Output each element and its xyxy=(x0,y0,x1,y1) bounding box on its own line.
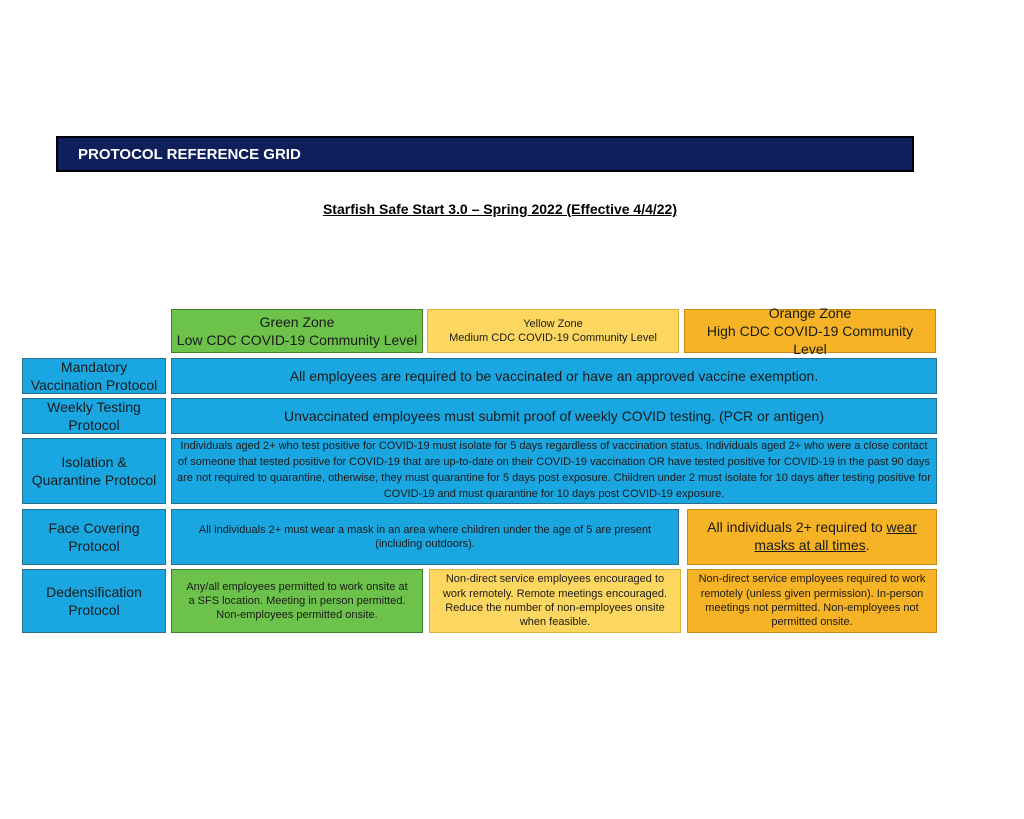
orange-zone-header xyxy=(684,304,936,358)
green-zone-name: Green Zone xyxy=(259,313,335,330)
orange-zone-name: Orange Zone xyxy=(768,304,852,321)
dedensification-green-text: Any/all employees permitted to work onsite at a SFS location. Meeting in person permitted. Non-employees permitted onsite. xyxy=(171,569,423,633)
vaccination-row-text: All employees are required to be vaccinated or have an approved vaccine exemption. xyxy=(171,358,937,394)
face-covering-orange-text-end: . xyxy=(865,537,870,554)
page-subtitle: Starfish Safe Start 3.0 – Spring 2022 (Effective 4/4/22) xyxy=(322,201,678,217)
protocol-banner xyxy=(56,136,914,172)
orange-zone-level: High CDC COVID-19 Community Level xyxy=(706,322,914,358)
banner-title: PROTOCOL REFERENCE GRID xyxy=(78,146,301,163)
isolation-row-label: Isolation & Quarantine Protocol xyxy=(22,438,166,504)
yellow-zone-level: Medium CDC COVID-19 Community Level xyxy=(449,332,657,344)
dedensification-orange-text: Non-direct service employees required to work remotely (unless given permission). In-person meetings not permitted. Non-employees not permitted onsite. xyxy=(687,569,937,633)
testing-row-label: Weekly Testing Protocol xyxy=(22,398,166,434)
green-zone-level: Low CDC COVID-19 Community Level xyxy=(176,332,418,348)
green-zone-header xyxy=(171,309,423,353)
yellow-zone-header xyxy=(427,309,679,353)
dedensification-yellow-text: Non-direct service employees encouraged to work remotely. Remote meetings encouraged. Reduce the number of non-employees onsite when feasible. xyxy=(429,569,681,633)
testing-row-text: Unvaccinated employees must submit proof of weekly COVID testing. (PCR or antigen) xyxy=(171,398,937,434)
face-covering-orange-text-underlined: wear masks at all times xyxy=(754,519,917,554)
isolation-row-text: Individuals aged 2+ who test positive for COVID-19 must isolate for 5 days regardless of vaccination status. Individuals aged 2+ who were a close contact of someone that tested positive for COVID-19 that are up-to-date on their COVID-19 vaccination OR have tested positive for COVID-19 in the past 90 days are not required to quarantine, otherwise, they must quarantine for 5 days post exposure. Children under 2 must isolate for 10 days after testing positive for COVID-19 and must quarantine for 10 days post COVID-19 exposure. xyxy=(171,438,937,504)
dedensification-row-label: Dedensification Protocol xyxy=(22,569,166,633)
yellow-zone-name: Yellow Zone xyxy=(523,317,583,330)
face-covering-green-yellow-text: All individuals 2+ must wear a mask in an area where children under the age of 5 are present (including outdoors). xyxy=(171,509,679,565)
face-covering-row-label: Face Covering Protocol xyxy=(22,509,166,565)
face-covering-orange-cell xyxy=(687,509,937,565)
vaccination-row-label: Mandatory Vaccination Protocol xyxy=(22,358,166,394)
face-covering-orange-text-start: All individuals 2+ required to xyxy=(707,519,887,535)
